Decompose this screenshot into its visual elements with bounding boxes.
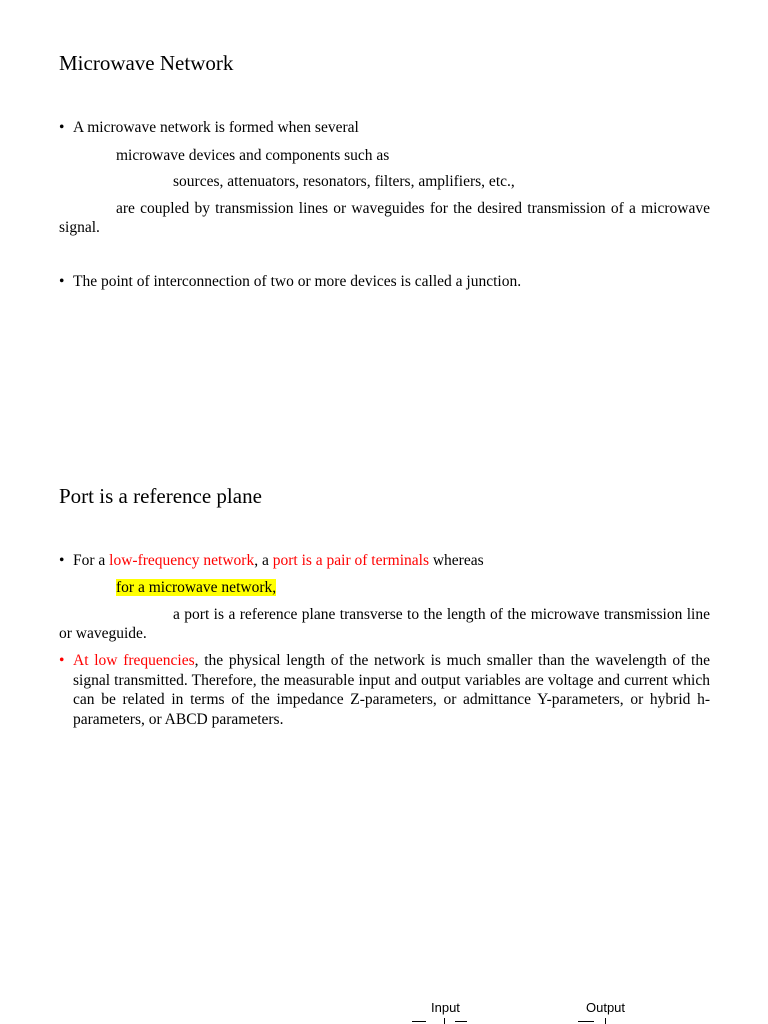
bullet-text-port: [73, 551, 484, 570]
diagram-input-label: Input: [431, 1000, 460, 1015]
paragraph-low-frequencies: [73, 651, 710, 729]
diagram-line: [455, 1021, 467, 1022]
bullet-marker: •: [59, 273, 65, 290]
emphasis-text: At low frequencies: [73, 652, 195, 669]
bullet-text-line: A microwave network is formed when several: [73, 119, 359, 136]
emphasis-text: low-frequency network: [109, 552, 255, 569]
highlighted-line: [116, 578, 276, 597]
emphasis-text: port is a pair of terminals: [272, 552, 429, 569]
paragraph-text: a port is a reference plane transverse to the length of the microwave transmission line or waveguide.: [59, 606, 710, 642]
diagram-line: [412, 1021, 426, 1022]
bullet-marker: •: [59, 119, 65, 136]
text-run: For a: [73, 552, 110, 569]
section-title-port-reference-plane: Port is a reference plane: [59, 484, 262, 508]
diagram-output-label: Output: [586, 1000, 626, 1015]
bullet-text-line: sources, attenuators, resonators, filters, amplifiers, etc.,: [173, 173, 515, 190]
diagram-line: [578, 1021, 594, 1022]
bullet-text-junction: The point of interconnection of two or more devices is called a junction.: [73, 273, 522, 290]
paragraph: [59, 199, 710, 237]
paragraph: [59, 605, 710, 643]
text-run: , a: [254, 552, 273, 569]
paragraph-text: are coupled by transmission lines or waveguides for the desired transmission of a microwave signal.: [59, 200, 710, 236]
bullet-marker: •: [59, 652, 65, 669]
highlighted-text: for a microwave network,: [116, 579, 277, 596]
diagram-tick: [605, 1018, 606, 1024]
text-run: whereas: [428, 552, 484, 569]
diagram-tick: [444, 1018, 445, 1024]
paragraph-text: , the physical length of the network is much smaller than the wavelength of the signal transmitted. Therefore, the measurable input and output variables are voltage and current which can be related in terms of the impedance Z-parameters, or admittance Y-parameters, or hybrid h-parameters, or ABCD parameters.: [73, 652, 710, 728]
bullet-marker: •: [59, 552, 65, 569]
bullet-text-line: microwave devices and components such as: [116, 147, 390, 164]
section-title-microwave-network: Microwave Network: [59, 51, 234, 75]
